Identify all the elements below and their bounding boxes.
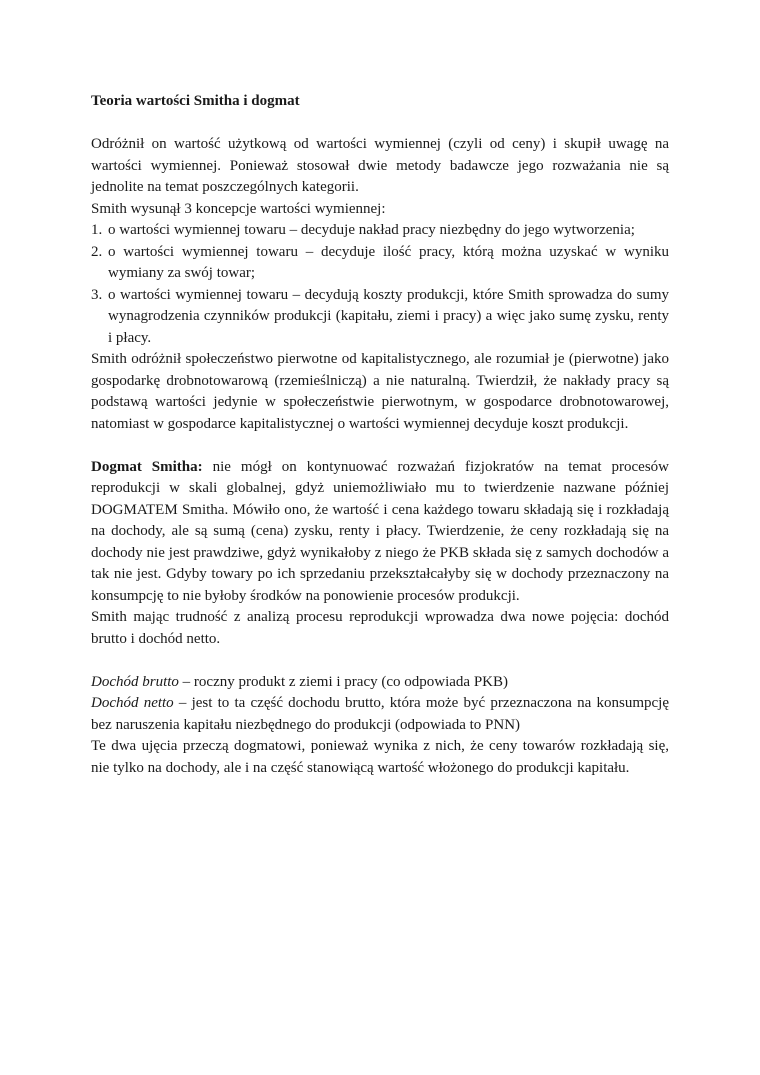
list-item xyxy=(91,285,669,350)
intro-paragraph: Odróżnił on wartość użytkową od wartości wymiennej (czyli od ceny) i skupił uwagę na wartości wymiennej. Ponieważ stosował dwie metody badawcze jego rozważania nie są jednolite na temat poszczególnych kategorii. xyxy=(91,136,669,195)
list-item-text: o wartości wymiennej towaru – decydują koszty produkcji, które Smith sprowadza do sumy wynagrodzenia czynników produkcji (kapitału, ziemi i pracy) a więc jako sumę zysku, renty i płacy. xyxy=(108,286,669,346)
concepts-intro: Smith wysunął 3 koncepcje wartości wymiennej: xyxy=(91,200,386,217)
blank-line xyxy=(91,650,669,672)
list-item-text: o wartości wymiennej towaru – decyduje ilość pracy, którą można uzyskać w wyniku wymiany za swój towar; xyxy=(108,243,669,281)
reproduction-paragraph: Smith mając trudność z analizą procesu reprodukcji wprowadza dwa nowe pojęcia: dochód brutto i dochód netto. xyxy=(91,609,669,647)
list-item xyxy=(91,242,669,285)
dogma-text: nie mógł on kontynuować rozważań fizjokratów na temat procesów reprodukcji w skali globalnej, gdyż uniemożliwiało mu to twierdzenie nazwane później DOGMATEM Smitha. Mówiło ono, że wartość i cena każdego towaru składają się i rozkładają na dochody, ale są sumą (cena) zysku, renty i płacy. Twierdzenie, że ceny rozkładają się na dochody nie jest prawdziwe, gdyż wynikałoby z niego że PKB składa się z samych dochodów a tak nie jest. Gdyby towary po ich sprzedaniu przekształcałyby się w dochody przeznaczony na konsumpcję to nie byłoby środków na ponowienie procesów produkcji. xyxy=(91,458,669,604)
net-income-paragraph xyxy=(91,693,669,736)
concepts-list xyxy=(91,220,669,349)
net-income-text: – jest to ta część dochodu brutto, która może być przeznaczona na konsumpcję bez naruszenia kapitału niezbędnego do produkcji (odpowiada to PNN) xyxy=(91,695,670,733)
conclusion-paragraph: Te dwa ujęcia przeczą dogmatowi, ponieważ wynika z nich, że ceny towarów rozkładają się, nie tylko na dochody, ale i na część stanowiącą wartość włożonego do produkcji kapitału. xyxy=(91,738,669,776)
document-title: Teoria wartości Smitha i dogmat xyxy=(91,93,300,109)
gross-income-term: Dochód brutto xyxy=(91,673,179,690)
list-number: 1. xyxy=(91,222,103,238)
list-number: 2. xyxy=(91,243,103,260)
gross-income-text: – roczny produkt z ziemi i pracy (co odpowiada PKB) xyxy=(178,673,508,690)
list-item-text: o wartości wymiennej towaru – decyduje nakład pracy niezbędny do jego wytworzenia; xyxy=(108,222,635,238)
blank-line xyxy=(91,113,669,135)
document-body xyxy=(91,91,669,779)
dogma-paragraph xyxy=(91,457,669,608)
list-item xyxy=(91,220,669,242)
blank-line xyxy=(91,435,669,457)
dogma-term: Dogmat Smitha: xyxy=(91,458,203,475)
society-paragraph: Smith odróżnił społeczeństwo pierwotne od kapitalistycznego, ale rozumiał je (pierwotne) jako gospodarkę drobnotowarową (rzemieślniczą) a nie naturalną. Twierdził, że nakłady pracy są podstawą wartości jedynie w społeczeństwie pierwotnym, w gospodarce drobnotowarowej, natomiast w gospodarce kapitalistycznej o wartości wymiennej decyduje koszt produkcji. xyxy=(91,351,669,432)
net-income-term: Dochód netto xyxy=(91,695,174,711)
gross-income-paragraph xyxy=(91,672,669,694)
list-number: 3. xyxy=(91,286,103,303)
